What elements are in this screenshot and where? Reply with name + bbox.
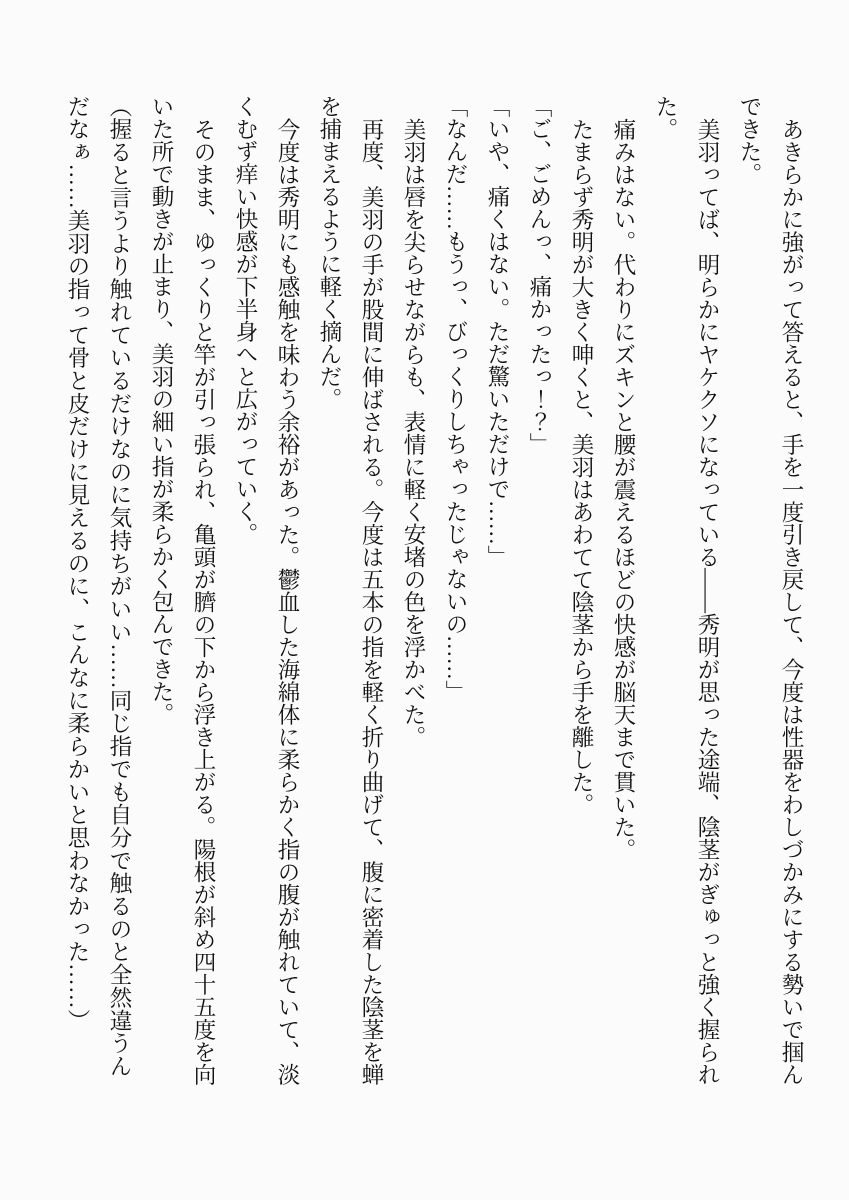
narration-paragraph: 今度は秀明にも感触を味わう余裕があった。鬱血した海綿体に柔らかく指の腹が触れていて、淡くむず痒い快感が下半身へと広がっていく。: [233, 95, 300, 1085]
narration-paragraph: 美羽ってば、明らかにヤケクソになっている――秀明が思った途端、陰茎がぎゅっと強く握られた。: [653, 95, 720, 1085]
dialogue-paragraph: 「ご、ごめんっ、痛かったっ！？」: [527, 95, 552, 455]
vertical-text-body: [56, 95, 812, 1090]
narration-paragraph: 再度、美羽の手が股間に伸ばされる。今度は五本の指を軽く折り曲げて、腹に密着した陰茎を蝉を捕まえるように軽く摘んだ。: [317, 95, 384, 1085]
dialogue-paragraph: 「いや、痛くはない。ただ驚いただけで……」: [485, 95, 510, 568]
monologue-paragraph: （握ると言うより触れているだけなのに気持ちがいい……同じ指でも自分で触るのと全然違うんだなぁ……美羽の指って骨と皮だけに見えるのに、こんなに柔らかいと思わなかった……）: [65, 95, 132, 1078]
narration-paragraph: たまらず秀明が大きく呻くと、美羽はあわてて陰茎から手を離した。: [569, 117, 594, 815]
narration-paragraph: そのまま、ゆっくりと竿が引っ張られ、亀頭が臍の下から浮き上がる。陽根が斜め四十五度を向いた所で動きが止まり、美羽の細い指が柔らかく包んできた。: [149, 95, 216, 1085]
narration-paragraph: 痛みはない。代わりにズキンと腰が震えるほどの快感が脳天まで貫いた。: [611, 117, 636, 860]
dialogue-paragraph: 「なんだ……もうっ、びっくりしちゃったじゃないの……」: [443, 95, 468, 703]
narration-paragraph: 美羽は唇を尖らせながらも、表情に軽く安堵の色を浮かべた。: [401, 117, 426, 748]
narration-paragraph: あきらかに強がって答えると、手を一度引き戻して、今度は性器をわしづかみにする勢いで掴んできた。: [737, 95, 804, 1085]
